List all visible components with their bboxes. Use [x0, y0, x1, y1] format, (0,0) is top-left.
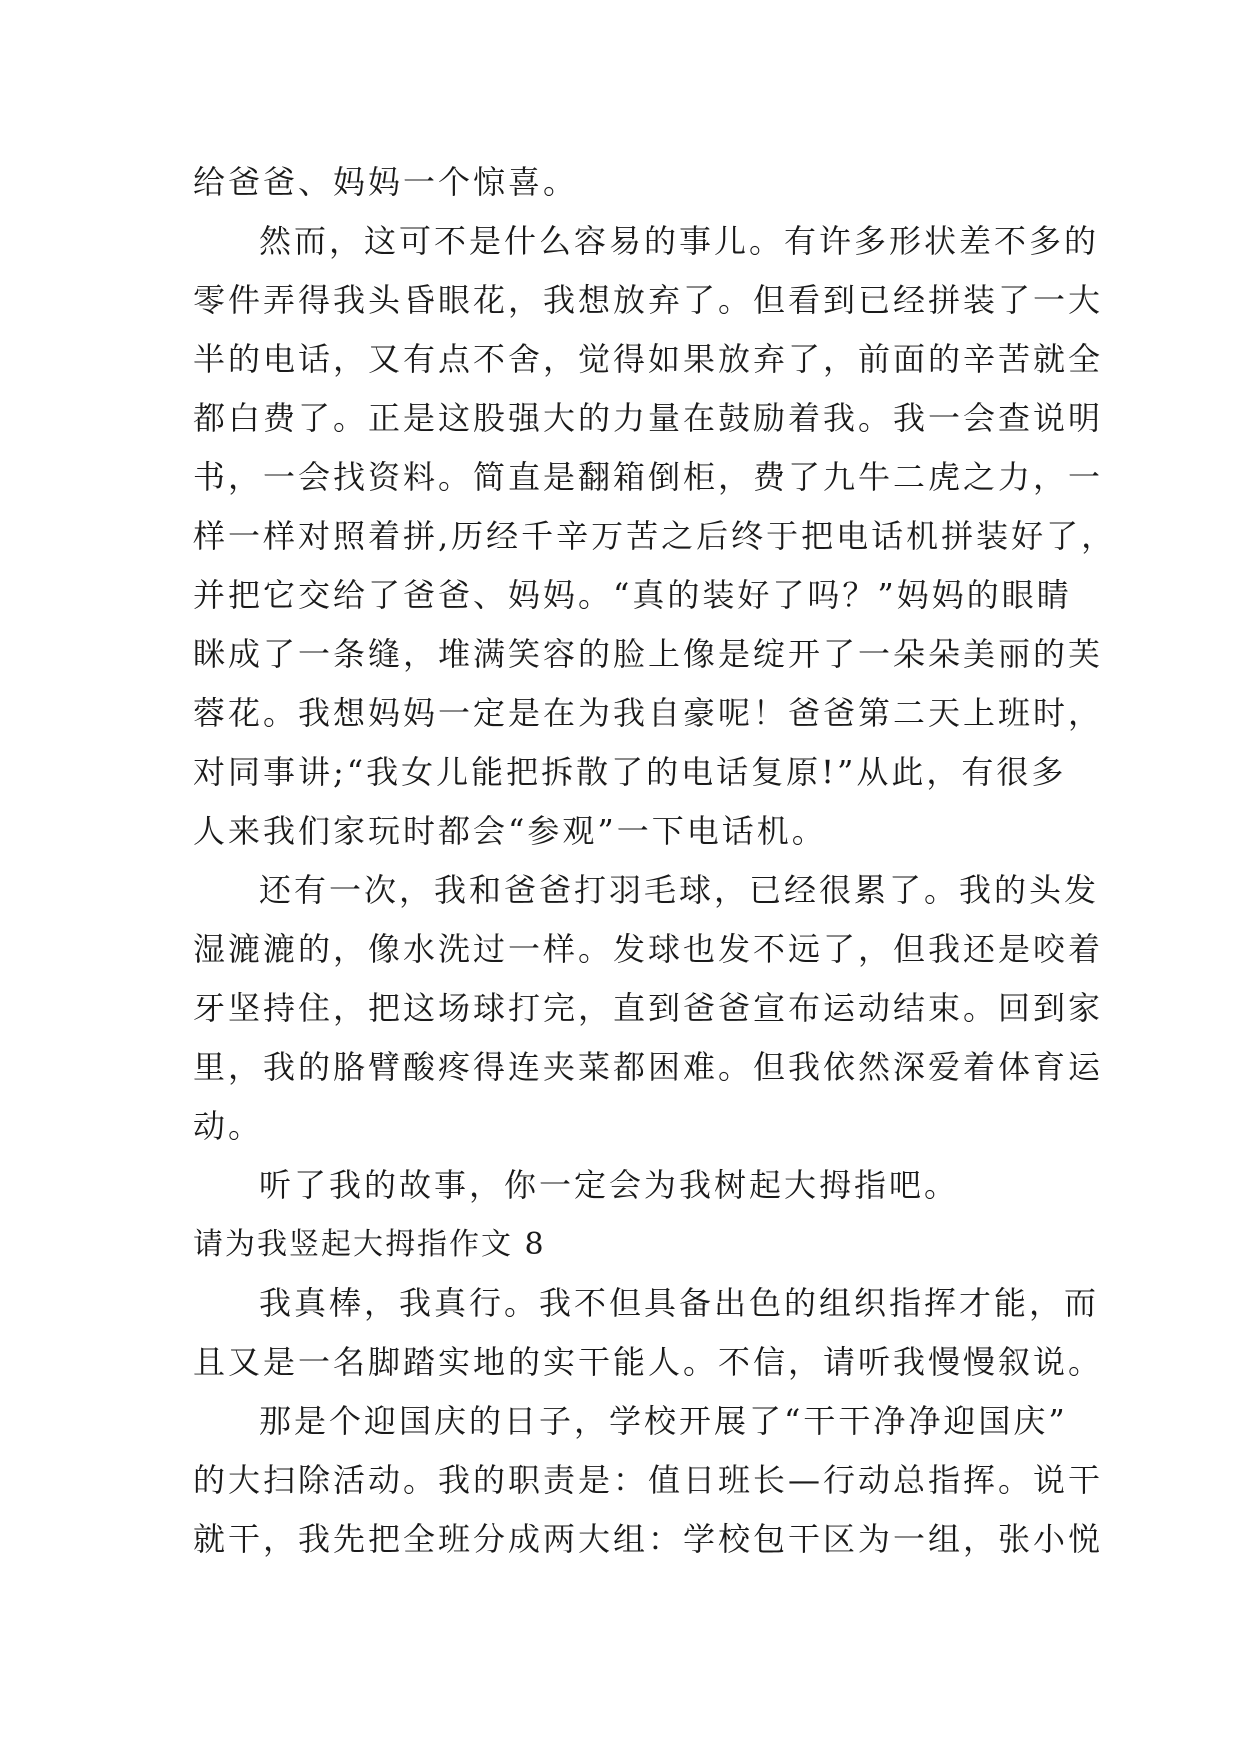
- text-line: 就干，我先把全班分成两大组：学校包干区为一组，张小悦: [193, 1520, 1104, 1558]
- text-line: 半的电话，又有点不舍，觉得如果放弃了，前面的辛苦就全: [193, 340, 1104, 378]
- text-line: 蓉花。我想妈妈一定是在为我自豪呢！爸爸第二天上班时，: [193, 694, 1104, 732]
- paragraph-first-line: 那是个迎国庆的日子，学校开展了“干干净净迎国庆”: [259, 1402, 1068, 1440]
- section-title: 请为我竖起大拇指作文 8: [193, 1227, 546, 1262]
- text-line: 眯成了一条缝，堆满笑容的脸上像是绽开了一朵朵美丽的芙: [193, 635, 1104, 673]
- text-line: 对同事讲;“我女儿能把拆散了的电话复原!”从此，有很多: [193, 753, 1067, 791]
- text-line: 并把它交给了爸爸、妈妈。“真的装好了吗？”妈妈的眼睛: [193, 576, 1072, 614]
- text-line: 牙坚持住，把这场球打完，直到爸爸宣布运动结束。回到家: [193, 989, 1104, 1027]
- text-line: 给爸爸、妈妈一个惊喜。: [193, 163, 579, 201]
- paragraph-first-line: 我真棒，我真行。我不但具备出色的组织指挥才能，而: [259, 1284, 1100, 1322]
- text-line: 书，一会找资料。简直是翻箱倒柜，费了九牛二虎之力，一: [193, 458, 1104, 496]
- text-line: 的大扫除活动。我的职责是：值日班长—行动总指挥。说干: [193, 1461, 1104, 1499]
- text-line: 零件弄得我头昏眼花，我想放弃了。但看到已经拼装了一大: [193, 281, 1104, 319]
- paragraph-first-line: 还有一次，我和爸爸打羽毛球，已经很累了。我的头发: [259, 871, 1100, 909]
- document-body: [193, 153, 1117, 1569]
- paragraph-first-line: 听了我的故事，你一定会为我树起大拇指吧。: [259, 1166, 960, 1204]
- text-line: 动。: [193, 1107, 264, 1145]
- text-line: 样一样对照着拼,历经千辛万苦之后终于把电话机拼装好了，: [193, 517, 1117, 555]
- paragraph-first-line: 然而，这可不是什么容易的事儿。有许多形状差不多的: [259, 222, 1100, 260]
- text-line: 且又是一名脚踏实地的实干能人。不信，请听我慢慢叙说。: [193, 1343, 1104, 1381]
- text-line: 湿漉漉的，像水洗过一样。发球也发不远了，但我还是咬着: [193, 930, 1104, 968]
- text-line: 人来我们家玩时都会“参观”一下电话机。: [193, 812, 827, 850]
- text-line: 里，我的胳臂酸疼得连夹菜都困难。但我依然深爱着体育运: [193, 1048, 1104, 1086]
- text-line: 都白费了。正是这股强大的力量在鼓励着我。我一会查说明: [193, 399, 1104, 437]
